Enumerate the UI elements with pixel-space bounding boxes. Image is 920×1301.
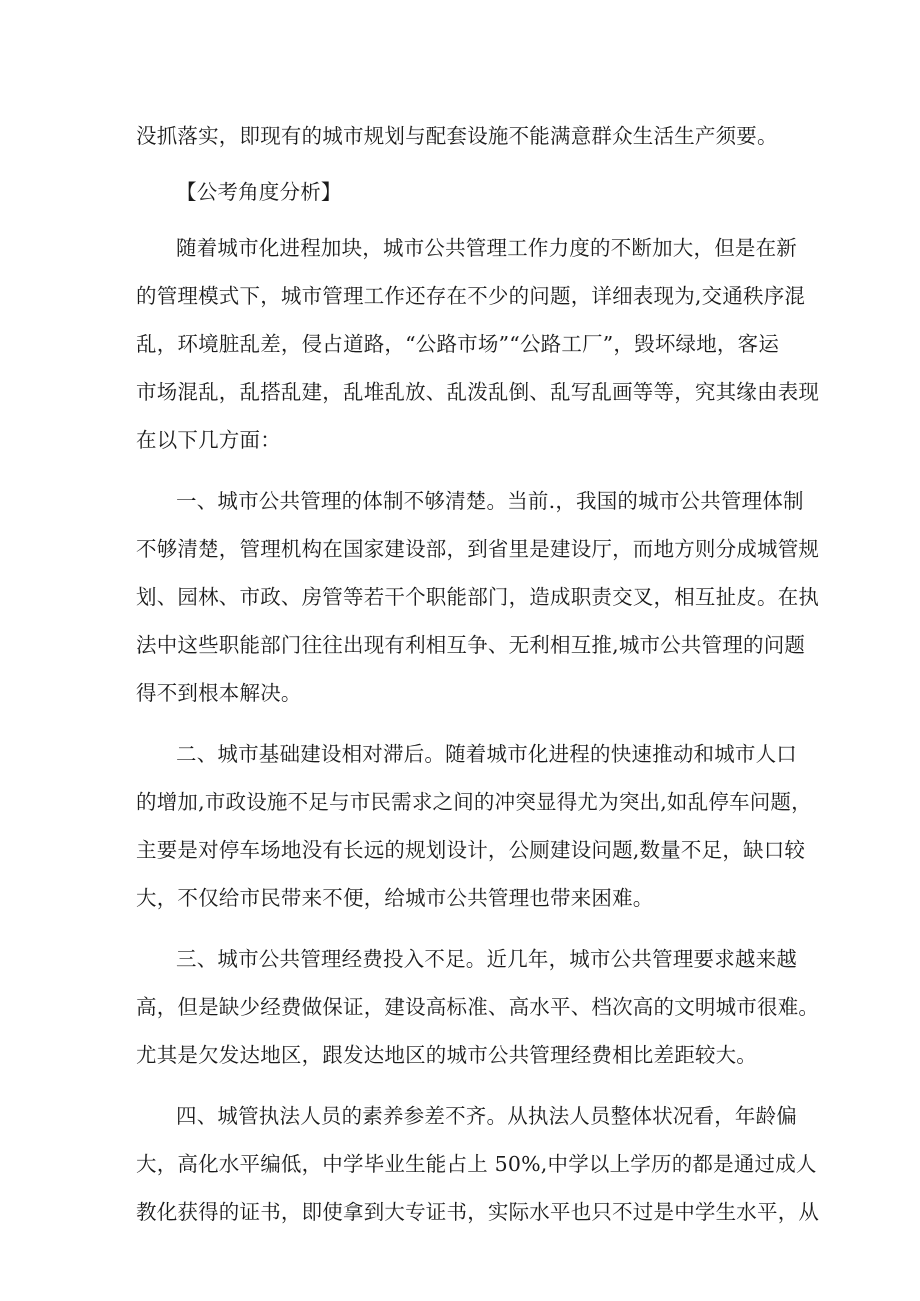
text-line: 高，但是缺少经费做保证，建设高标准、高水平、档次高的文明城市很难。 [136,995,820,1019]
text-line: 市场混乱，乱搭乱建，乱堆乱放、乱泼乱倒、乱写乱画等等，究其缘由表现 [136,380,820,404]
text-line: 划、园林、市政、房管等若干个职能部门，造成职责交叉，相互扯皮。在执 [136,585,820,609]
text-line: 一、城市公共管理的体制不够清楚。当前.，我国的城市公共管理体制 [176,489,804,513]
text-line: 没抓落实，即现有的城市规划与配套设施不能满意群众生活生产须要。 [136,124,778,148]
text-line: 的管理模式下，城市管理工作还存在不少的问题，详细表现为,交通秩序混 [136,284,806,308]
text-line: 四、城管执法人员的素养参差不齐。从执法人员整体状况看，年龄偏 [176,1104,797,1128]
text-line: 得不到根本解决。 [136,681,302,705]
document-page [136,112,820,1236]
text-line: 的增加,市政设施不足与市民需求之间的冲突显得尤为突出,如乱停车问题， [136,790,812,814]
text-line: 法中这些职能部门往往出现有利相互争、无利相互推,城市公共管理的问题 [136,633,806,657]
text-line: 三、城市公共管理经费投入不足。近几年，城市公共管理要求越来越 [176,947,797,971]
text-line: 大，不仅给市民带来不便，给城市公共管理也带来困难。 [136,886,654,910]
text-line: 主要是对停车场地没有长远的规划设计，公厕建设问题,数量不足，缺口较 [136,838,806,862]
paragraph [136,935,820,1079]
paragraph [136,224,820,464]
text-line: 随着城市化进程加块，城市公共管理工作力度的不断加大，但是在新 [176,236,797,260]
paragraph [136,1092,820,1236]
text-line: 在以下几方面： [136,428,281,452]
text-line: 教化获得的证书，即使拿到大专证书，实际水平也只不过是中学生水平，从 [136,1200,820,1224]
section-heading: 【公考角度分析】 [176,180,342,204]
paragraph [136,730,812,922]
text-line: 大，高化水平编低，中学毕业生能占上 50%,中学以上学历的都是通过成人 [136,1152,817,1176]
text-line: 二、城市基础建设相对滞后。随着城市化进程的快速推动和城市人口 [176,742,797,766]
paragraph [136,477,820,717]
text-line: 尤其是欠发达地区，跟发达地区的城市公共管理经费相比差距较大。 [136,1043,757,1067]
text-line: 不够清楚，管理机构在国家建设部，到省里是建设厅，而地方则分成城管规 [136,537,820,561]
text-line: 乱，环境脏乱差，侵占道路，“公路市场”“公路工厂”，毁坏绿地，客运 [136,332,780,356]
